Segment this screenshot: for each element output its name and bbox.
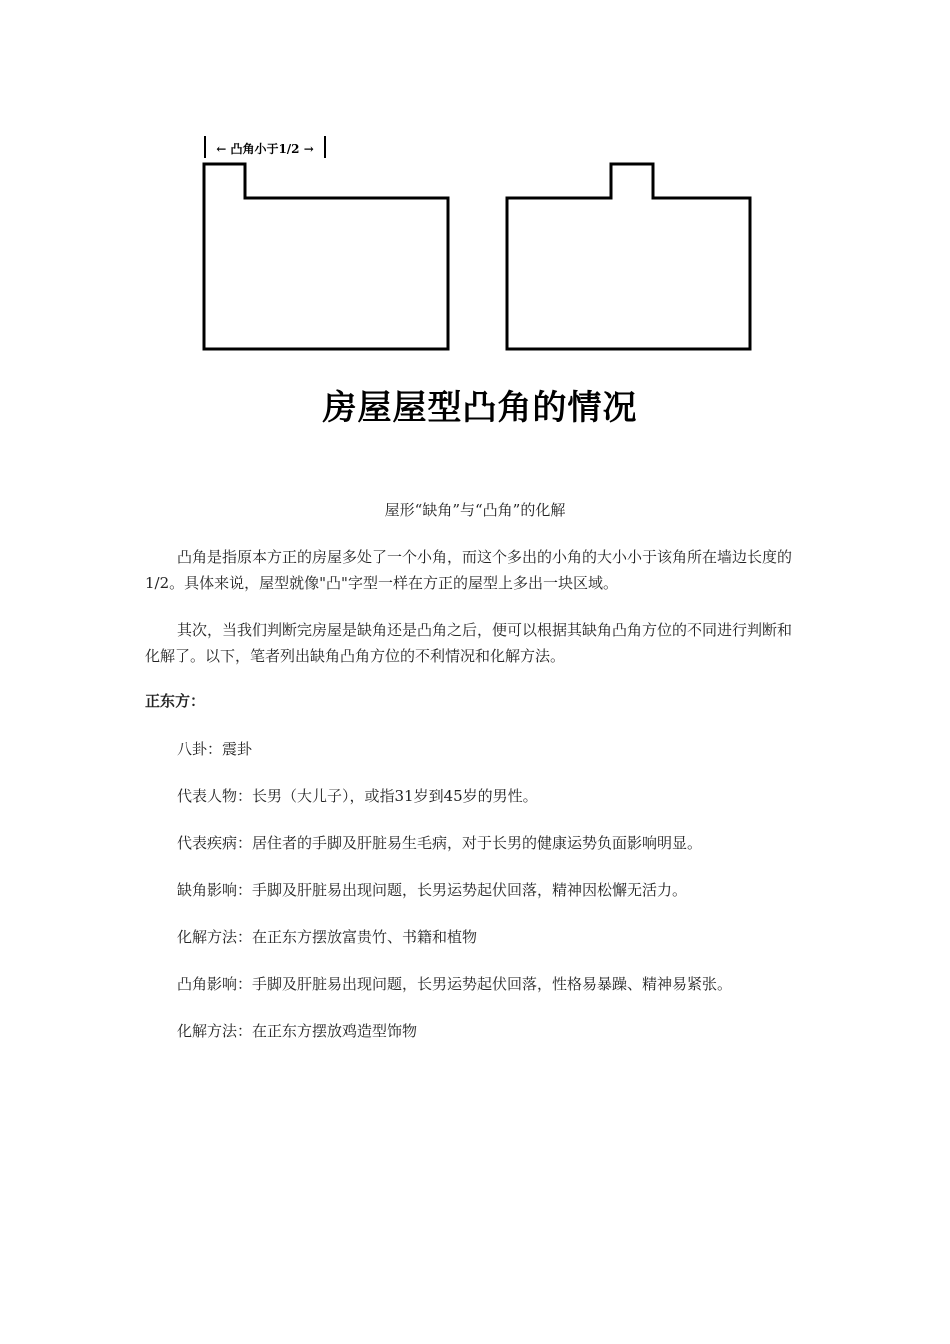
floor-plan-diagram	[195, 128, 765, 368]
list-item-remedy-2: 化解方法：在正东方摆放鸡造型饰物	[177, 1022, 418, 1040]
list-item-disease: 代表疾病：居住者的手脚及肝脏易生毛病，对于长男的健康运势负面影响明显。	[177, 834, 703, 852]
dimension-label: ← 凸角小于1/2 →	[216, 142, 314, 156]
house-middle-protrusion	[507, 164, 750, 349]
list-item-remedy-1: 化解方法：在正东方摆放富贵竹、书籍和植物	[177, 928, 478, 946]
section-heading: 正东方：	[145, 692, 206, 710]
paragraph-2: 其次，当我们判断完房屋是缺角还是凸角之后，便可以根据其缺角凸角方位的不同进行判断和化解了。以下，笔者列出缺角凸角方位的不利情况和化解方法。	[145, 621, 793, 665]
list-item-bagua: 八卦：震卦	[177, 740, 253, 758]
list-item-person: 代表人物：长男（大儿子），或指31岁到45岁的男性。	[177, 787, 538, 805]
list-item-missing-corner: 缺角影响：手脚及肝脏易出现问题，长男运势起伏回落，精神因松懈无活力。	[177, 881, 688, 899]
figure-title: 房屋屋型凸角的情况	[322, 388, 638, 428]
paragraph-1: 凸角是指原本方正的房屋多处了一个小角，而这个多出的小角的大小小于该角所在墙边长度的1/2。具体来说，屋型就像"凸"字型一样在方正的屋型上多出一块区域。	[145, 548, 793, 592]
floor-plan-figure	[195, 128, 765, 438]
article-title: 屋形“缺角”与“凸角”的化解	[384, 501, 566, 519]
house-corner-protrusion	[204, 164, 448, 349]
list-item-protruding-corner: 凸角影响：手脚及肝脏易出现问题，长男运势起伏回落，性格易暴躁、精神易紧张。	[177, 975, 733, 993]
